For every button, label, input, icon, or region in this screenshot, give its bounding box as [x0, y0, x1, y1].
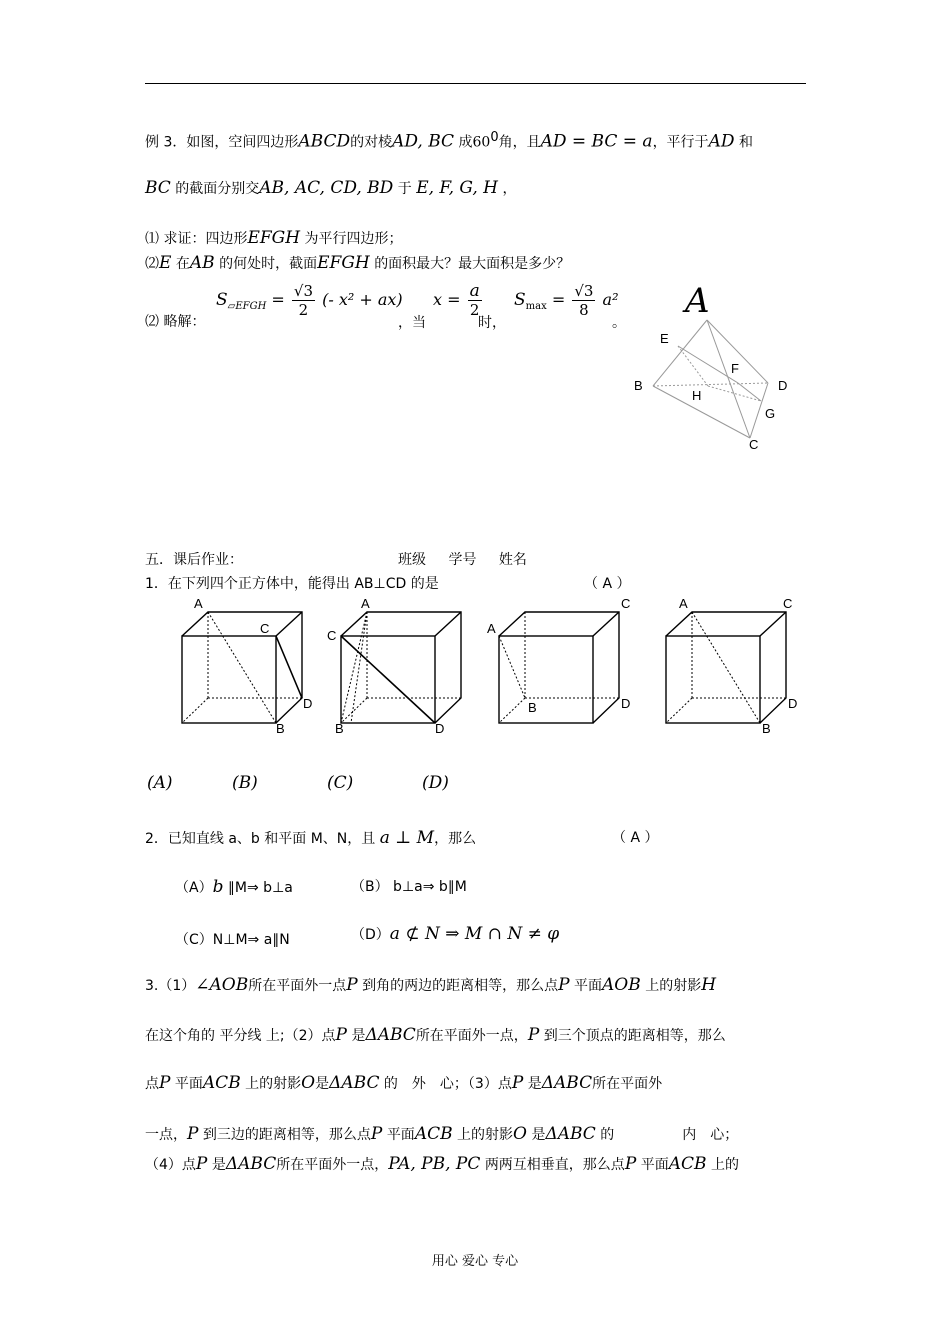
- label-G: G: [765, 406, 776, 421]
- cube-d-label-A: A: [679, 596, 688, 611]
- solution-x-value: x = $\frac{a}{2}$: [433, 281, 480, 319]
- q2-choice-d: （D）a ⊄ N ⇒ M ∩ N ≠ φ: [351, 924, 560, 944]
- label-E: E: [660, 331, 669, 346]
- edge-ef: [678, 346, 738, 383]
- cube-a-label-C: C: [260, 621, 270, 636]
- cube-b-label-B: B: [335, 721, 344, 736]
- tetrahedron-figure: [620, 280, 810, 460]
- cube-figure-c: [485, 592, 645, 742]
- q2-choice-a: （A）b ∥M⇒ b⊥a: [175, 877, 293, 897]
- q2-choice-c: （C）N⊥M⇒ a∥N: [175, 932, 290, 948]
- edge-fg: [738, 383, 761, 401]
- homework-q3-line2: 在这个角的 平分线 上;（2）点P 是ΔABC所在平面外一点，P 到三个顶点的距离相等，那么: [145, 1025, 726, 1045]
- label-D: D: [778, 378, 788, 393]
- equals-sign: =: [551, 290, 566, 309]
- option-c-label: (C): [327, 773, 354, 793]
- label-F: F: [731, 361, 739, 376]
- a-over-2: $\frac{a}{2}$: [469, 281, 480, 319]
- homework-q3-line5: （4）点P 是ΔABC所在平面外一点，PA, PB, PC 两两互相垂直，那么点P 平面ACB 上的: [145, 1154, 739, 1174]
- label-H: H: [692, 388, 702, 403]
- label-B: B: [634, 378, 643, 393]
- homework-q1: 1．在下列四个正方体中，能得出 AB⊥CD 的是: [145, 576, 439, 592]
- segment-cd: [276, 636, 302, 698]
- example3-solution-label: ⑵ 略解：: [145, 314, 206, 330]
- homework-q3-line3: 点P 平面ACB 上的射影O是ΔABC 的 外 心；（3）点P 是ΔABC所在平面外: [145, 1073, 663, 1093]
- cube-figure-a: [170, 592, 330, 742]
- example3-line2: BC 的截面分别交AB, AC, CD, BD 于 E, F, G, H ，: [145, 178, 517, 198]
- homework-title: 五．课后作业：: [145, 552, 243, 568]
- label-C: C: [749, 437, 759, 452]
- student-info: 班级 学号 姓名: [398, 552, 527, 568]
- solution-then: 时，: [478, 315, 506, 331]
- homework-q1-answer: （ A ）: [584, 576, 631, 592]
- q2-choice-b: （B） b⊥a⇒ b∥M: [351, 879, 467, 895]
- cube-b-label-C: C: [327, 628, 337, 643]
- example3-q1: ⑴ 求证：四边形EFGH 为平行四边形；: [145, 228, 403, 248]
- edge-ab: [653, 320, 707, 386]
- equals-sign: =: [271, 290, 285, 309]
- option-d-label: (D): [422, 773, 449, 793]
- sqrt3-over-2: $\frac{√3}{2}$: [293, 282, 313, 319]
- cube-a-label-A: A: [194, 596, 203, 611]
- cube-c-label-C: C: [621, 596, 631, 611]
- solution-end: 。: [612, 315, 626, 331]
- option-a-label: (A): [147, 773, 173, 793]
- page-footer: 用心 爱心 专心: [431, 1254, 519, 1269]
- cube-c-label-A: A: [487, 621, 496, 636]
- sqrt3-over-8: $\frac{√3}{8}$: [574, 282, 594, 319]
- cube-c-label-B: B: [528, 700, 537, 715]
- cube-d-label-D: D: [788, 696, 798, 711]
- edge-bd: [653, 383, 768, 386]
- cube-d-label-B: B: [762, 721, 771, 736]
- cube-figure-d: [652, 592, 812, 742]
- solution-max: $S_{max}$ = $\frac{√3}{8}$ a²: [514, 282, 619, 319]
- header-rule: [145, 83, 806, 84]
- cube-a-label-D: D: [303, 696, 313, 711]
- cube-figure-b: [325, 592, 485, 742]
- homework-q3-line4: 一点，P 到三边的距离相等，那么点P 平面ACB 上的射影O 是ΔABC 的 内 心；: [145, 1124, 739, 1144]
- solution-when: ，当: [398, 315, 426, 331]
- solution-formula-area: $S_{▱EFGH}$ = $\frac{√3}{2}$ (- x² + ax): [216, 282, 403, 319]
- cube-a-label-B: B: [276, 721, 285, 736]
- cube-b-label-D: D: [435, 721, 445, 736]
- label-A: A: [685, 281, 710, 321]
- homework-q2: 2．已知直线 a、b 和平面 M、N，且 a ⊥ M，那么: [145, 828, 477, 848]
- edge-hg: [708, 386, 761, 401]
- cube-d-label-C: C: [783, 596, 793, 611]
- cube-b-label-A: A: [361, 596, 370, 611]
- homework-q2-answer: （ A ）: [612, 830, 659, 846]
- edge-ac: [707, 320, 750, 438]
- example3-q2: ⑵E 在AB 的何处时，截面EFGH 的面积最大？最大面积是多少？: [145, 253, 571, 273]
- example3-line1: 例 3．如图，空间四边形ABCD的对棱AD, BC 成$60^0$角，且AD = BC = a，平行于AD 和: [145, 130, 753, 152]
- homework-q3-line1: 3.（1）∠AOB所在平面外一点P 到角的两边的距离相等，那么点P 平面AOB 上的射影H: [145, 975, 717, 995]
- cube-c-label-D: D: [621, 696, 631, 711]
- option-b-label: (B): [232, 773, 258, 793]
- edge-eh: [678, 346, 708, 386]
